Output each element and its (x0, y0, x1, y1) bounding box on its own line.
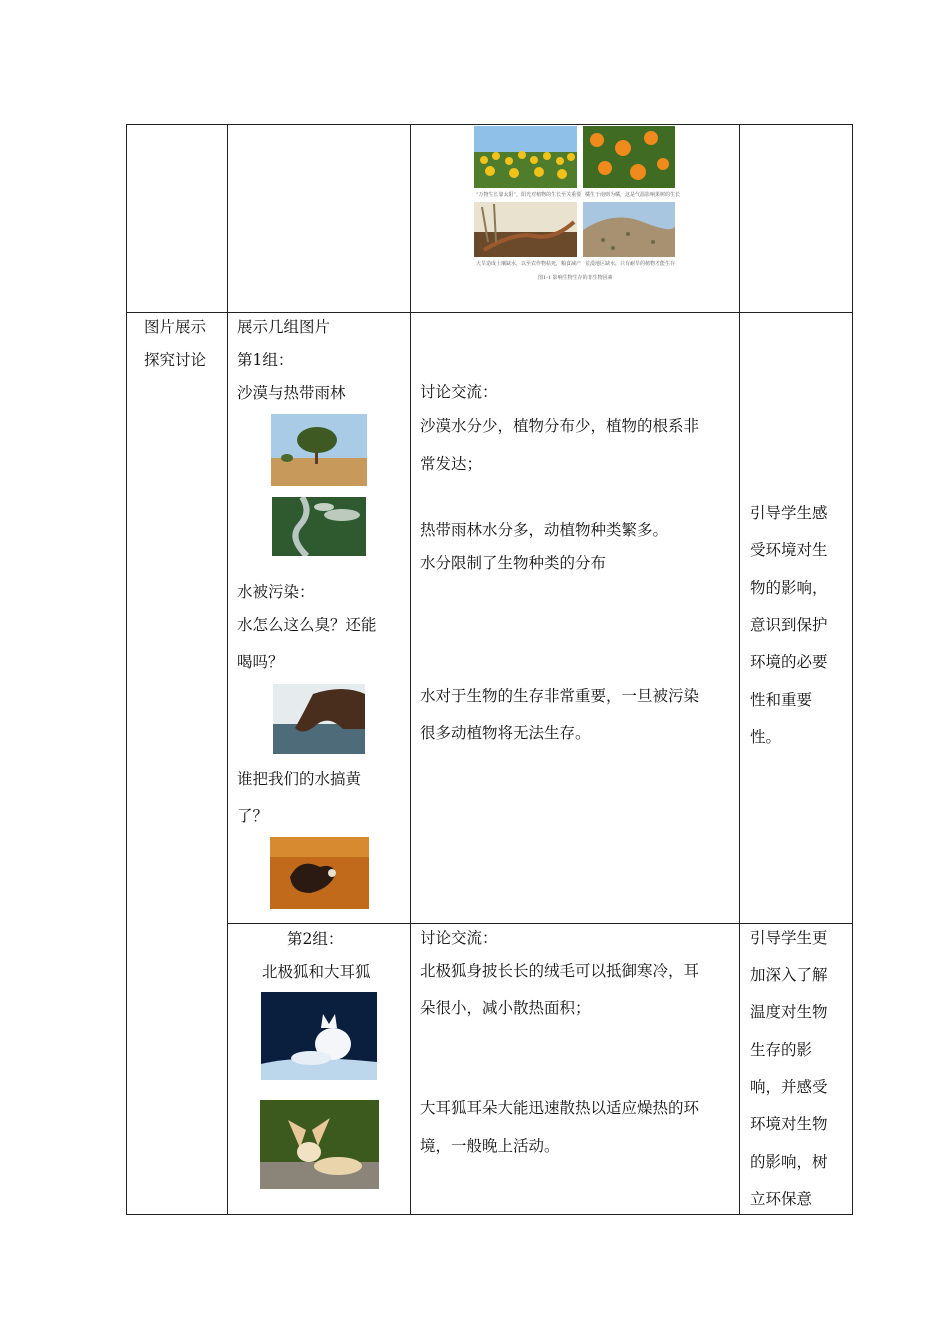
water-title: 水被污染： (237, 583, 315, 601)
table-border-bottom (126, 1214, 853, 1215)
intent2-line-7: 的影响，树 (750, 1153, 828, 1171)
water-question-1b: 喝吗？ (237, 653, 284, 671)
table-col-divider-2 (410, 124, 411, 1215)
water-question-1a: 水怎么这么臭？还能 (237, 616, 377, 634)
intent1-line-7: 性。 (750, 728, 782, 746)
water-question-2b: 了？ (237, 807, 269, 825)
intent1-line-3: 物的影响， (750, 579, 828, 597)
group1-title: 第1组： (237, 351, 294, 369)
fennec-fox-photo (260, 1100, 379, 1189)
figure-caption-4: 荒漠地区缺水，只有耐旱的植物才能生存 (585, 261, 676, 267)
table-border-left (126, 124, 127, 1215)
intent1-line-5: 环境的必要 (750, 653, 828, 671)
group1-intro: 展示几组图片 (237, 318, 331, 336)
figure-caption-2: 橘生于南则为橘，这是气温影响果树的生长 (585, 192, 681, 198)
discussion2-fennec-a: 大耳狐耳朵大能迅速散热以适应燥热的环 (420, 1099, 700, 1117)
discussion1-rainforest: 热带雨林水分多，动植物种类繁多。 (420, 521, 669, 539)
desert-tree-photo (271, 414, 367, 486)
intent2-line-8: 立环保意 (750, 1190, 813, 1208)
intent1-line-4: 意识到保护 (750, 616, 828, 634)
discussion1-pollution-a: 水对于生物的生存非常重要，一旦被污染 (420, 687, 700, 705)
discussion2-arctic-a: 北极狐身披长长的绒毛可以抵御寒冷，耳 (420, 962, 700, 980)
arctic-fox-photo (261, 992, 377, 1080)
discussion2-fennec-b: 境，一般晚上活动。 (420, 1137, 560, 1155)
group1-subtitle: 沙漠与热带雨林 (237, 384, 346, 402)
intent1-line-6: 性和重要 (750, 691, 813, 709)
discussion2-label: 讨论交流： (420, 929, 498, 947)
barren-hill-photo (583, 202, 675, 257)
group2-subtitle: 北极狐和大耳狐 (262, 963, 371, 981)
water-question-2a: 谁把我们的水搞黄 (237, 770, 362, 788)
discussion1-desert-b: 常发达； (420, 455, 483, 473)
intent2-line-6: 环境对生物 (750, 1115, 828, 1133)
rainforest-river-photo (272, 497, 366, 556)
moose-drinking-photo (273, 684, 365, 754)
intent2-line-3: 温度对生物 (750, 1003, 828, 1021)
group2-title: 第2组： (287, 930, 344, 948)
intent2-line-5: 响，并感受 (750, 1078, 828, 1096)
intent2-line-1: 引导学生更 (750, 929, 828, 947)
discussion1-pollution-b: 很多动植物将无法生存。 (420, 724, 591, 742)
figure-caption-1: “万物生长靠太阳”，阳光对植物的生长至关重要 (476, 192, 582, 198)
table-border-right (852, 124, 853, 1215)
table-col-divider-3 (739, 124, 740, 1215)
figure-caption-3: 大旱造成土壤缺水，以至农作物枯死，粮食减产 (476, 261, 582, 267)
orange-tree-photo (583, 126, 675, 188)
intent2-line-2: 加深入了解 (750, 966, 828, 984)
table-row-divider-1 (126, 312, 853, 313)
discussion1-desert-a: 沙漠水分少，植物分布少，植物的根系非 (420, 417, 700, 435)
hippo-yellow-water-photo (270, 837, 369, 909)
section-label-line-2: 探究讨论 (144, 351, 207, 369)
drought-root-photo (474, 202, 577, 257)
figure-title: 图1-1 影响生物生存的非生物因素 (538, 275, 613, 281)
intent1-line-1: 引导学生感 (750, 504, 828, 522)
discussion1-conclusion: 水分限制了生物种类的分布 (420, 554, 607, 572)
sunflower-photo (474, 126, 577, 188)
intent2-line-4: 生存的影 (750, 1041, 813, 1059)
discussion1-label: 讨论交流： (420, 383, 498, 401)
section-label-line-1: 图片展示 (144, 318, 207, 336)
discussion2-arctic-b: 朵很小，减小散热面积； (420, 999, 591, 1017)
intent1-line-2: 受环境对生 (750, 541, 828, 559)
table-border-top (126, 124, 853, 125)
table-col-divider-1 (227, 124, 228, 1215)
